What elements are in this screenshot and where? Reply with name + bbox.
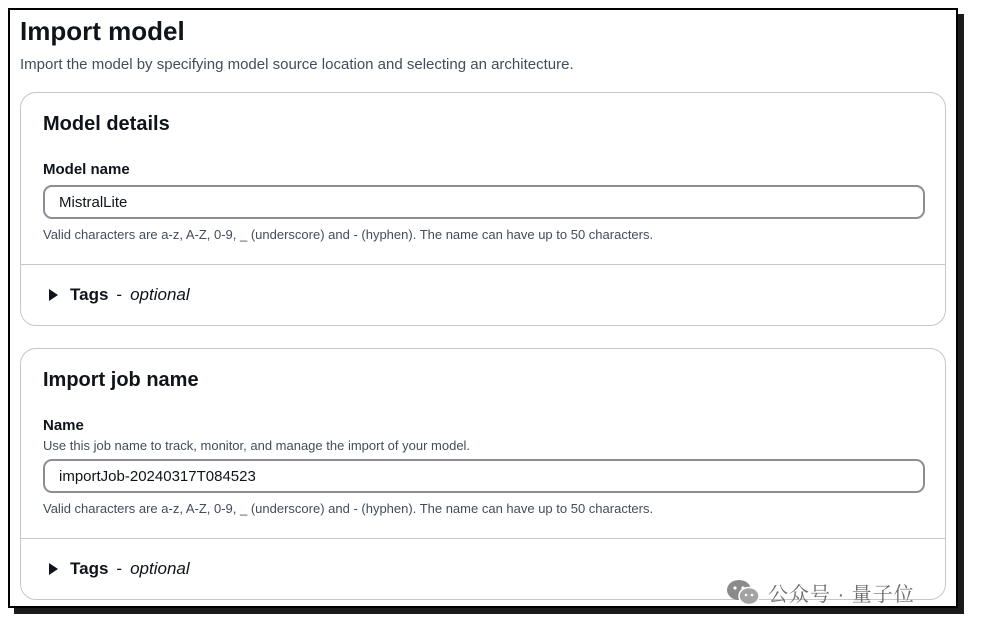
model-details-panel xyxy=(20,92,946,326)
caret-right-icon xyxy=(49,563,58,575)
watermark-text: 公众号 · 量子位 xyxy=(768,584,915,606)
import-job-title: Import job name xyxy=(43,369,199,391)
watermark xyxy=(726,578,915,607)
wechat-icon xyxy=(726,579,760,607)
model-name-label: Model name xyxy=(43,161,130,178)
model-details-divider xyxy=(21,264,945,265)
job-tags-label: Tags xyxy=(70,559,109,578)
job-tags-expander[interactable] xyxy=(49,559,190,579)
import-job-divider xyxy=(21,538,945,539)
caret-right-icon xyxy=(49,289,58,301)
model-tags-separator: - xyxy=(116,285,123,304)
import-job-panel xyxy=(20,348,946,600)
model-name-constraint: Valid characters are a-z, A-Z, 0-9, _ (underscore) and - (hyphen). The name can have up to 50 characters. xyxy=(43,227,654,242)
model-name-input[interactable] xyxy=(43,185,925,219)
model-tags-optional: optional xyxy=(130,285,190,304)
job-name-input[interactable] xyxy=(43,459,925,493)
screenshot-frame xyxy=(8,8,958,608)
job-tags-optional: optional xyxy=(130,559,190,578)
job-tags-separator: - xyxy=(116,559,123,578)
page-description: Import the model by specifying model source location and selecting an architecture. xyxy=(20,56,574,73)
job-name-label: Name xyxy=(43,417,84,434)
job-name-description: Use this job name to track, monitor, and manage the import of your model. xyxy=(43,438,471,453)
job-name-constraint: Valid characters are a-z, A-Z, 0-9, _ (underscore) and - (hyphen). The name can have up to 50 characters. xyxy=(43,501,654,516)
model-tags-label: Tags xyxy=(70,285,109,304)
model-tags-expander[interactable] xyxy=(49,285,190,305)
page-title: Import model xyxy=(20,16,185,46)
model-details-title: Model details xyxy=(43,113,170,135)
